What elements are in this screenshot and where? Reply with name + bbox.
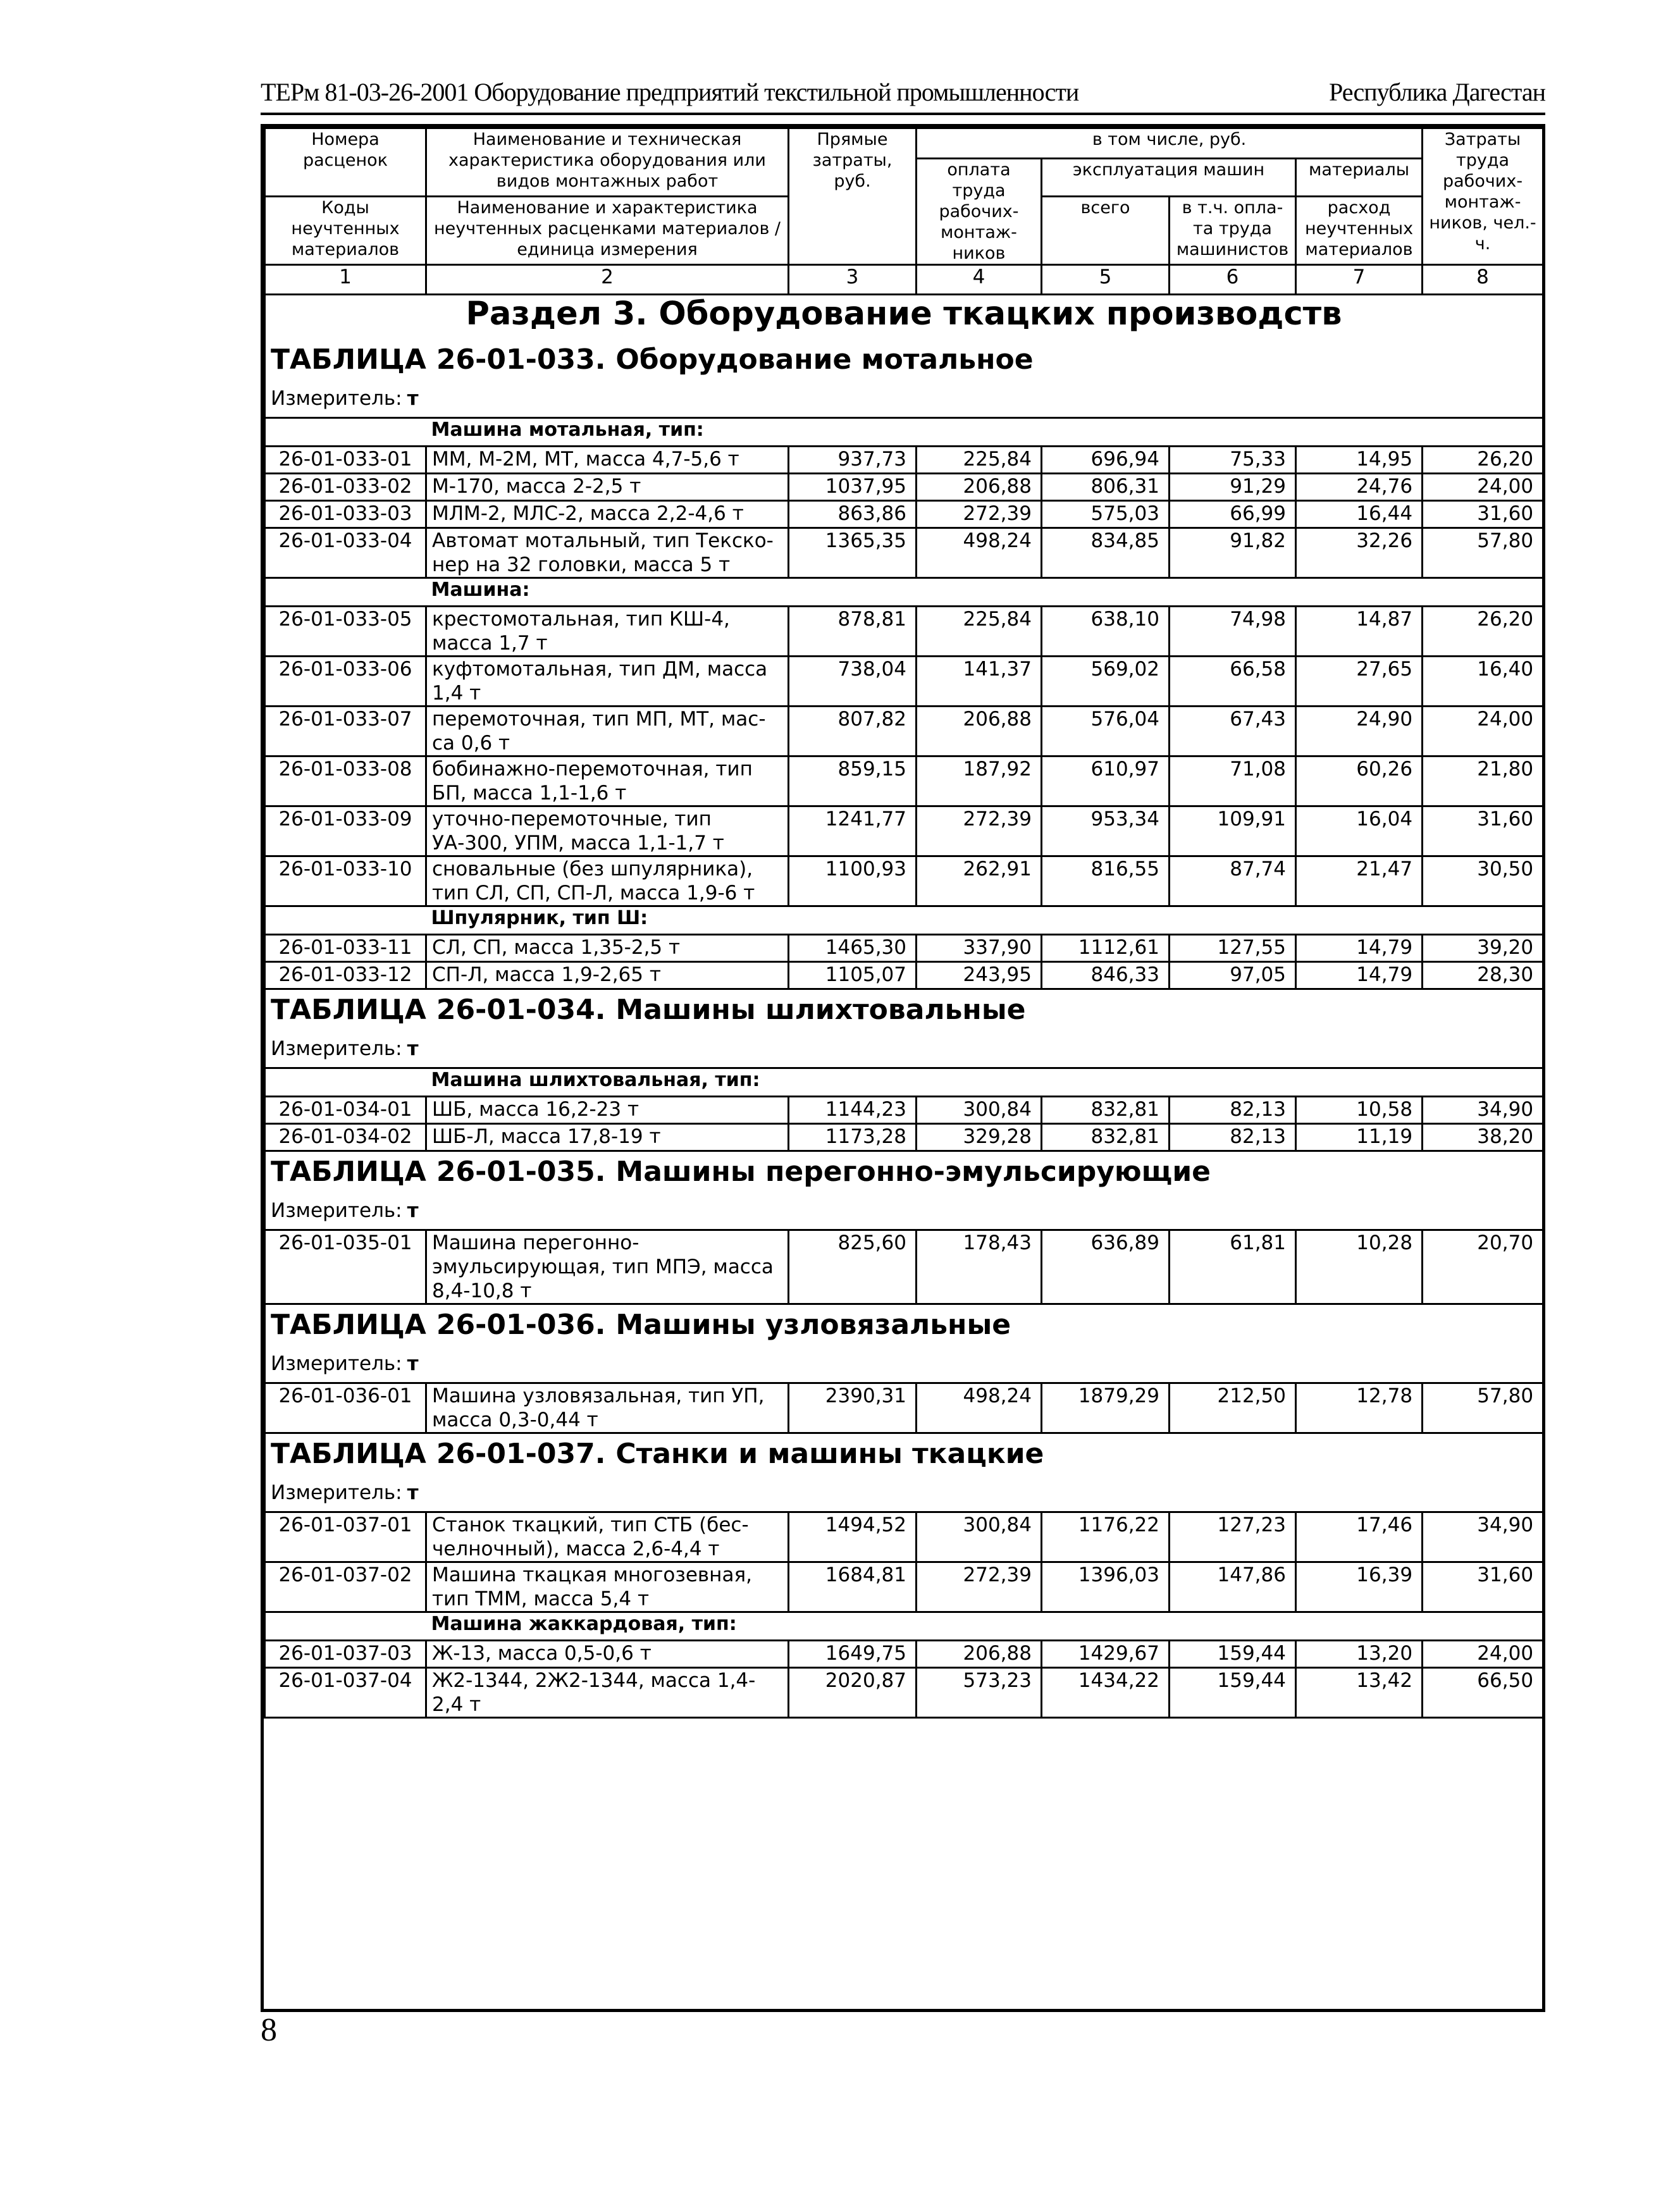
direct-costs: 878,81: [789, 607, 917, 657]
rate-code: 26-01-033-09: [265, 806, 426, 856]
group-heading-row: [265, 1068, 1543, 1097]
measure-row: [265, 1192, 1543, 1230]
work-description: Ж2-1344, 2Ж2-1344, масса 1,4-2,4 т: [426, 1668, 789, 1718]
colhead-including: в том числе, руб.: [917, 128, 1423, 159]
colhead-machines-total: всего: [1042, 197, 1170, 265]
machinist-pay: 147,86: [1170, 1562, 1296, 1612]
measure-unit: т: [407, 1199, 419, 1222]
labor-pay: 300,84: [917, 1512, 1042, 1562]
measure-unit: т: [407, 387, 419, 410]
work-description: уточно-перемоточные, тип УА-300, УПМ, масса 1,1-1,7 т: [426, 806, 789, 856]
machinist-pay: 67,43: [1170, 707, 1296, 756]
machinist-pay: 212,50: [1170, 1383, 1296, 1433]
direct-costs: 2020,87: [789, 1668, 917, 1718]
measure: [265, 1474, 1543, 1512]
colhead-labor-hours: Затраты труда рабочих-монтаж-ников, чел.-ч.: [1423, 128, 1543, 265]
work-description: Ж-13, масса 0,5-0,6 т: [426, 1641, 789, 1668]
machinist-pay: 109,91: [1170, 806, 1296, 856]
work-description: ШБ-Л, масса 17,8-19 т: [426, 1124, 789, 1151]
work-description: Автомат мотальный, тип Текско-нер на 32 головки, масса 5 т: [426, 528, 789, 578]
group-heading-row: [265, 418, 1543, 447]
labor-hours: 31,60: [1423, 806, 1543, 856]
labor-hours: 28,30: [1423, 962, 1543, 989]
running-header: [261, 66, 1545, 115]
measure-row: [265, 380, 1543, 418]
machines-total: 1434,22: [1042, 1668, 1170, 1718]
group-heading: Машина:: [426, 578, 1543, 607]
machinist-pay: 71,08: [1170, 756, 1296, 806]
rate-code: 26-01-033-06: [265, 657, 426, 707]
work-description: Машина узловязальная, тип УП, масса 0,3-0,44 т: [426, 1383, 789, 1433]
measure-label: Измеритель:: [271, 1352, 402, 1375]
measure: [265, 1030, 1543, 1068]
direct-costs: 1173,28: [789, 1124, 917, 1151]
table-name: Машины узловязальные: [615, 1309, 1011, 1341]
table-code: 26-01-037.: [436, 1438, 606, 1470]
direct-costs: 1241,77: [789, 806, 917, 856]
column-number: 7: [1296, 265, 1423, 295]
machines-total: 610,97: [1042, 756, 1170, 806]
table-label: ТАБЛИЦА: [271, 994, 426, 1026]
page-number: 8: [261, 2012, 277, 2048]
table-code: 26-01-033.: [436, 343, 606, 376]
machinist-pay: 127,23: [1170, 1512, 1296, 1562]
table-title: [265, 340, 1543, 380]
direct-costs: 1144,23: [789, 1097, 917, 1124]
machines-total: 638,10: [1042, 607, 1170, 657]
labor-pay: 337,90: [917, 935, 1042, 962]
colhead-unaccounted-materials: расход неучтенных материалов: [1296, 197, 1423, 265]
materials: 17,46: [1296, 1512, 1423, 1562]
rate-code: 26-01-033-10: [265, 856, 426, 906]
rate-code: 26-01-033-05: [265, 607, 426, 657]
group-heading-row: [265, 578, 1543, 607]
materials: 16,04: [1296, 806, 1423, 856]
work-description: сновальные (без шпулярника), тип СЛ, СП, СП-Л, масса 1,9-6 т: [426, 856, 789, 906]
group-heading: Машина шлихтовальная, тип:: [426, 1068, 1543, 1097]
rate-code: 26-01-037-04: [265, 1668, 426, 1718]
table-row: [265, 1512, 1543, 1562]
measure-unit: т: [407, 1352, 419, 1375]
column-number: 2: [426, 265, 789, 295]
labor-pay: 141,37: [917, 657, 1042, 707]
measure: [265, 1192, 1543, 1230]
table-label: ТАБЛИЦА: [271, 343, 426, 376]
work-description: куфтомотальная, тип ДМ, масса 1,4 т: [426, 657, 789, 707]
measure-row: [265, 1474, 1543, 1512]
machines-total: 832,81: [1042, 1097, 1170, 1124]
labor-pay: 272,39: [917, 806, 1042, 856]
materials: 60,26: [1296, 756, 1423, 806]
materials: 24,90: [1296, 707, 1423, 756]
direct-costs: 825,60: [789, 1230, 917, 1304]
table-row: [265, 756, 1543, 806]
direct-costs: 937,73: [789, 447, 917, 474]
group-heading-spacer: [265, 1068, 426, 1097]
rate-code: 26-01-036-01: [265, 1383, 426, 1433]
table-row: [265, 657, 1543, 707]
direct-costs: 1465,30: [789, 935, 917, 962]
labor-pay: 225,84: [917, 607, 1042, 657]
column-number: 5: [1042, 265, 1170, 295]
materials: 12,78: [1296, 1383, 1423, 1433]
materials: 13,20: [1296, 1641, 1423, 1668]
group-heading-spacer: [265, 418, 426, 447]
table-name: Оборудование мотальное: [615, 343, 1034, 376]
table-row: [265, 1097, 1543, 1124]
materials: 13,42: [1296, 1668, 1423, 1718]
column-number: 3: [789, 265, 917, 295]
labor-pay: 498,24: [917, 1383, 1042, 1433]
machines-total: 569,02: [1042, 657, 1170, 707]
table-row: [265, 447, 1543, 474]
table-row: [265, 707, 1543, 756]
work-description: МЛМ-2, МЛС-2, масса 2,2-4,6 т: [426, 501, 789, 528]
measure-unit: т: [407, 1481, 419, 1504]
labor-hours: 30,50: [1423, 856, 1543, 906]
table-name: Машины шлихтовальные: [615, 994, 1026, 1026]
machines-total: 832,81: [1042, 1124, 1170, 1151]
machines-total: 1429,67: [1042, 1641, 1170, 1668]
table-row: [265, 962, 1543, 989]
labor-hours: 34,90: [1423, 1512, 1543, 1562]
machines-total: 1396,03: [1042, 1562, 1170, 1612]
materials: 14,79: [1296, 935, 1423, 962]
labor-pay: 187,92: [917, 756, 1042, 806]
direct-costs: 1105,07: [789, 962, 917, 989]
machines-total: 1176,22: [1042, 1512, 1170, 1562]
machines-total: 575,03: [1042, 501, 1170, 528]
work-description: перемоточная, тип МП, МТ, мас-са 0,6 т: [426, 707, 789, 756]
labor-hours: 20,70: [1423, 1230, 1543, 1304]
rate-code: 26-01-037-02: [265, 1562, 426, 1612]
labor-hours: 24,00: [1423, 1641, 1543, 1668]
rate-code: 26-01-034-02: [265, 1124, 426, 1151]
materials: 24,76: [1296, 474, 1423, 501]
machinist-pay: 61,81: [1170, 1230, 1296, 1304]
colhead-machine-operation: эксплуатация машин: [1042, 159, 1296, 197]
labor-pay: 272,39: [917, 1562, 1042, 1612]
column-number: 6: [1170, 265, 1296, 295]
labor-hours: 39,20: [1423, 935, 1543, 962]
machines-total: 846,33: [1042, 962, 1170, 989]
table-row: [265, 935, 1543, 962]
labor-hours: 66,50: [1423, 1668, 1543, 1718]
rate-code: 26-01-033-12: [265, 962, 426, 989]
rates-table: [264, 127, 1544, 1719]
measure-label: Измеритель:: [271, 1037, 402, 1060]
table-code: 26-01-036.: [436, 1309, 606, 1341]
rate-code: 26-01-034-01: [265, 1097, 426, 1124]
machinist-pay: 97,05: [1170, 962, 1296, 989]
work-description: ШБ, масса 16,2-23 т: [426, 1097, 789, 1124]
rate-code: 26-01-037-01: [265, 1512, 426, 1562]
group-heading-spacer: [265, 578, 426, 607]
measure-unit: т: [407, 1037, 419, 1060]
labor-hours: 26,20: [1423, 447, 1543, 474]
direct-costs: 863,86: [789, 501, 917, 528]
labor-hours: 31,60: [1423, 501, 1543, 528]
measure-row: [265, 1345, 1543, 1383]
table-row: [265, 607, 1543, 657]
colhead-labor-pay: оплата труда рабочих-монтаж-ников: [917, 159, 1042, 265]
table-row: [265, 474, 1543, 501]
rate-code: 26-01-033-02: [265, 474, 426, 501]
colhead-material-codes: Коды неучтенных материалов: [265, 197, 426, 265]
table-title: [265, 1433, 1543, 1475]
table-row: [265, 528, 1543, 578]
machines-total: 576,04: [1042, 707, 1170, 756]
group-heading-spacer: [265, 906, 426, 935]
colhead-direct-costs: Прямые затраты, руб.: [789, 128, 917, 265]
labor-pay: 498,24: [917, 528, 1042, 578]
materials: 21,47: [1296, 856, 1423, 906]
direct-costs: 807,82: [789, 707, 917, 756]
table-title-row: [265, 340, 1543, 380]
labor-hours: 24,00: [1423, 707, 1543, 756]
table-row: [265, 1124, 1543, 1151]
labor-hours: 16,40: [1423, 657, 1543, 707]
labor-pay: 573,23: [917, 1668, 1042, 1718]
direct-costs: 1037,95: [789, 474, 917, 501]
labor-hours: 34,90: [1423, 1097, 1543, 1124]
measure-label: Измеритель:: [271, 387, 402, 410]
materials: 10,28: [1296, 1230, 1423, 1304]
section-title: Раздел 3. Оборудование ткацких производств: [265, 295, 1543, 340]
table-title-row: [265, 989, 1543, 1031]
work-description: СЛ, СП, масса 1,35-2,5 т: [426, 935, 789, 962]
rate-code: 26-01-033-03: [265, 501, 426, 528]
machinist-pay: 91,29: [1170, 474, 1296, 501]
table-row: [265, 1641, 1543, 1668]
measure-label: Измеритель:: [271, 1481, 402, 1504]
labor-pay: 272,39: [917, 501, 1042, 528]
table-row: [265, 1668, 1543, 1718]
column-number: 8: [1423, 265, 1543, 295]
machinist-pay: 159,44: [1170, 1641, 1296, 1668]
materials: 27,65: [1296, 657, 1423, 707]
table-title-row: [265, 1304, 1543, 1346]
table-title-row: [265, 1433, 1543, 1475]
labor-hours: 57,80: [1423, 528, 1543, 578]
group-heading-row: [265, 1612, 1543, 1641]
machinist-pay: 91,82: [1170, 528, 1296, 578]
table-label: ТАБЛИЦА: [271, 1309, 426, 1341]
machines-total: 953,34: [1042, 806, 1170, 856]
table-row: [265, 501, 1543, 528]
table-title: [265, 989, 1543, 1031]
rates-table-frame: [261, 124, 1545, 2012]
machines-total: 806,31: [1042, 474, 1170, 501]
labor-pay: 262,91: [917, 856, 1042, 906]
measure-label: Измеритель:: [271, 1199, 402, 1222]
group-heading-spacer: [265, 1612, 426, 1641]
table-name: Машины перегонно-эмульсирующие: [615, 1156, 1211, 1188]
machines-total: 636,89: [1042, 1230, 1170, 1304]
rate-code: 26-01-033-04: [265, 528, 426, 578]
work-description: ММ, М-2М, МТ, масса 4,7-5,6 т: [426, 447, 789, 474]
work-description: СП-Л, масса 1,9-2,65 т: [426, 962, 789, 989]
work-description: крестомотальная, тип КШ-4, масса 1,7 т: [426, 607, 789, 657]
rate-code: 26-01-033-11: [265, 935, 426, 962]
column-number: 1: [265, 265, 426, 295]
labor-pay: 300,84: [917, 1097, 1042, 1124]
machinist-pay: 66,99: [1170, 501, 1296, 528]
direct-costs: 1649,75: [789, 1641, 917, 1668]
machinist-pay: 159,44: [1170, 1668, 1296, 1718]
colhead-machinist-pay: в т.ч. опла-та труда машинистов: [1170, 197, 1296, 265]
measure: [265, 1345, 1543, 1383]
work-description: М-170, масса 2-2,5 т: [426, 474, 789, 501]
direct-costs: 1100,93: [789, 856, 917, 906]
work-description: бобинажно-перемоточная, тип БП, масса 1,1-1,6 т: [426, 756, 789, 806]
machines-total: 1879,29: [1042, 1383, 1170, 1433]
header-document-title: ТЕРм 81-03-26-2001 Оборудование предприятий текстильной промышленности: [261, 78, 1079, 106]
colhead-material-names: Наименование и характеристика неучтенных расценками материалов / единица измерения: [426, 197, 789, 265]
machines-total: 816,55: [1042, 856, 1170, 906]
direct-costs: 1684,81: [789, 1562, 917, 1612]
table-code: 26-01-035.: [436, 1156, 606, 1188]
work-description: Машина перегонно-эмульсирующая, тип МПЭ, масса 8,4-10,8 т: [426, 1230, 789, 1304]
labor-pay: 206,88: [917, 707, 1042, 756]
labor-hours: 57,80: [1423, 1383, 1543, 1433]
column-number-row: [265, 265, 1543, 295]
rate-code: 26-01-033-07: [265, 707, 426, 756]
labor-hours: 24,00: [1423, 474, 1543, 501]
table-title-row: [265, 1151, 1543, 1193]
colhead-rate-numbers: Номера расценок: [265, 128, 426, 197]
direct-costs: 2390,31: [789, 1383, 917, 1433]
group-heading-row: [265, 906, 1543, 935]
labor-pay: 206,88: [917, 1641, 1042, 1668]
group-heading: Машина мотальная, тип:: [426, 418, 1543, 447]
measure: [265, 380, 1543, 418]
machines-total: 1112,61: [1042, 935, 1170, 962]
labor-hours: 31,60: [1423, 1562, 1543, 1612]
machinist-pay: 66,58: [1170, 657, 1296, 707]
direct-costs: 1494,52: [789, 1512, 917, 1562]
table-row: [265, 1230, 1543, 1304]
materials: 16,44: [1296, 501, 1423, 528]
machinist-pay: 82,13: [1170, 1097, 1296, 1124]
materials: 14,95: [1296, 447, 1423, 474]
direct-costs: 1365,35: [789, 528, 917, 578]
labor-pay: 329,28: [917, 1124, 1042, 1151]
table-row: [265, 806, 1543, 856]
table-label: ТАБЛИЦА: [271, 1438, 426, 1470]
rate-code: 26-01-037-03: [265, 1641, 426, 1668]
materials: 10,58: [1296, 1097, 1423, 1124]
colhead-materials: материалы: [1296, 159, 1423, 197]
labor-hours: 21,80: [1423, 756, 1543, 806]
labor-pay: 206,88: [917, 474, 1042, 501]
materials: 16,39: [1296, 1562, 1423, 1612]
rate-code: 26-01-033-08: [265, 756, 426, 806]
machinist-pay: 82,13: [1170, 1124, 1296, 1151]
group-heading: Шпулярник, тип Ш:: [426, 906, 1543, 935]
direct-costs: 859,15: [789, 756, 917, 806]
work-description: Станок ткацкий, тип СТБ (бес-челночный), масса 2,6-4,4 т: [426, 1512, 789, 1562]
labor-hours: 26,20: [1423, 607, 1543, 657]
group-heading: Машина жаккардовая, тип:: [426, 1612, 1543, 1641]
materials: 14,79: [1296, 962, 1423, 989]
work-description: Машина ткацкая многозевная, тип ТММ, масса 5,4 т: [426, 1562, 789, 1612]
materials: 14,87: [1296, 607, 1423, 657]
table-code: 26-01-034.: [436, 994, 606, 1026]
labor-hours: 38,20: [1423, 1124, 1543, 1151]
table-title: [265, 1151, 1543, 1193]
rate-code: 26-01-035-01: [265, 1230, 426, 1304]
materials: 11,19: [1296, 1124, 1423, 1151]
machinist-pay: 127,55: [1170, 935, 1296, 962]
machinist-pay: 75,33: [1170, 447, 1296, 474]
labor-pay: 225,84: [917, 447, 1042, 474]
machinist-pay: 74,98: [1170, 607, 1296, 657]
measure-row: [265, 1030, 1543, 1068]
machines-total: 696,94: [1042, 447, 1170, 474]
labor-pay: 243,95: [917, 962, 1042, 989]
table-row: [265, 1562, 1543, 1612]
machines-total: 834,85: [1042, 528, 1170, 578]
materials: 32,26: [1296, 528, 1423, 578]
table-row: [265, 1383, 1543, 1433]
machinist-pay: 87,74: [1170, 856, 1296, 906]
colhead-name: Наименование и техническая характеристика оборудования или видов монтажных работ: [426, 128, 789, 197]
header-region: Республика Дагестан: [1329, 78, 1545, 106]
table-row: [265, 856, 1543, 906]
table-label: ТАБЛИЦА: [271, 1156, 426, 1188]
table-name: Станки и машины ткацкие: [615, 1438, 1044, 1470]
table-title: [265, 1304, 1543, 1346]
column-number: 4: [917, 265, 1042, 295]
direct-costs: 738,04: [789, 657, 917, 707]
labor-pay: 178,43: [917, 1230, 1042, 1304]
rate-code: 26-01-033-01: [265, 447, 426, 474]
